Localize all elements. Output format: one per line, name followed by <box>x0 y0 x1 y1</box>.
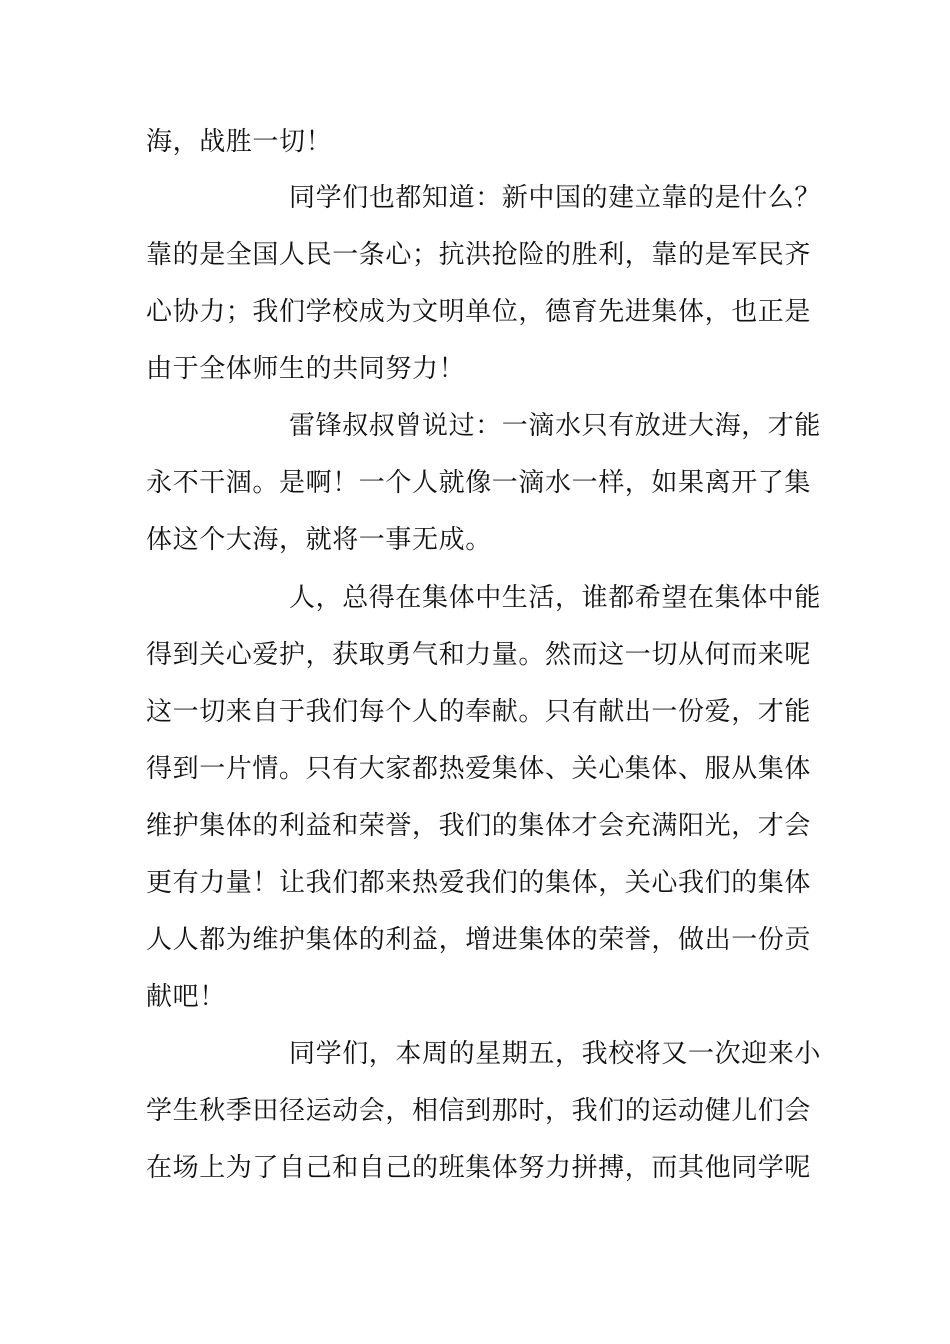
paragraph-first-line: 同学们也都知道：新中国的建立靠的是什么？ <box>289 183 822 213</box>
text-line: 靠的是全国人民一条心；抗洪抢险的胜利，靠的是军民齐 <box>146 240 812 270</box>
text-line: 体这个大海，就将一事无成。 <box>146 525 492 555</box>
text-line: 心协力；我们学校成为文明单位，德育先进集体，也正是 <box>146 297 812 327</box>
text-line: 在场上为了自己和自己的班集体努力拼搏，而其他同学呢 <box>146 1153 812 1183</box>
paragraph-first-line: 雷锋叔叔曾说过：一滴水只有放进大海，才能 <box>289 411 822 441</box>
text-line: 得到关心爱护，获取勇气和力量。然而这一切从何而来呢 <box>146 640 812 670</box>
text-line: 由于全体师生的共同努力！ <box>146 354 466 384</box>
text-line: 得到一片情。只有大家都热爱集体、关心集体、服从集体 <box>146 754 812 784</box>
text-line: 永不干涸。是啊！一个人就像一滴水一样，如果离开了集 <box>146 468 812 498</box>
text-line: 献吧！ <box>146 982 226 1012</box>
paragraph-first-line: 同学们，本周的星期五，我校将又一次迎来小 <box>289 1039 822 1069</box>
text-line: 人人都为维护集体的利益，增进集体的荣誉，做出一份贡 <box>146 925 812 955</box>
text-line: 维护集体的利益和荣誉，我们的集体才会充满阳光，才会 <box>146 811 812 841</box>
text-line: 这一切来自于我们每个人的奉献。只有献出一份爱，才能 <box>146 697 812 727</box>
paragraph-first-line: 人，总得在集体中生活，谁都希望在集体中能 <box>289 583 822 613</box>
text-line: 更有力量！让我们都来热爱我们的集体，关心我们的集体 <box>146 868 812 898</box>
text-line: 海，战胜一切！ <box>146 127 333 157</box>
text-line: 学生秋季田径运动会，相信到那时，我们的运动健儿们会 <box>146 1096 812 1126</box>
